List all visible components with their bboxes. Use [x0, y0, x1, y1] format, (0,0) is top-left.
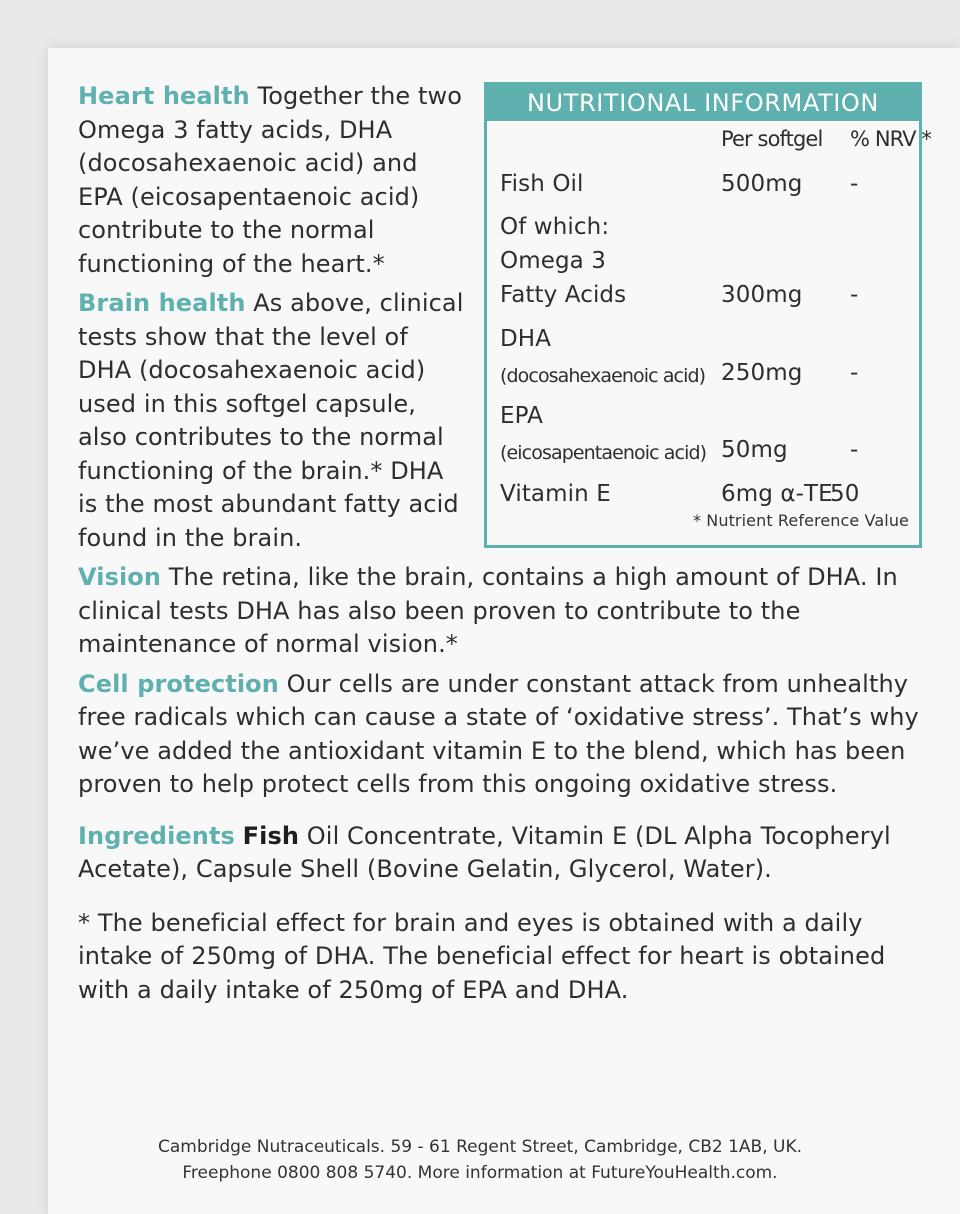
- col-per-softgel: Per softgel: [721, 127, 823, 151]
- address-line-2: Freephone 0800 808 5740. More information at FutureYouHealth.com.: [182, 1163, 778, 1183]
- nutrient-name: EPA: [500, 403, 543, 429]
- nutrient-name: (eicosapentaenoic acid): [500, 442, 707, 464]
- nutrient-name: Vitamin E: [500, 481, 611, 507]
- company-address: [0, 1134, 960, 1186]
- brain-health-heading: Brain health: [78, 289, 246, 317]
- nrv-footnote: * Nutrient Reference Value: [692, 510, 909, 530]
- cell-protection-text: Our cells are under constant attack from unhealthy free radicals which can cause a state of ‘oxidative stress’. That’s why we’ve added the antioxidant vitamin E to the blend, which has been proven to help protect cells from this ongoing oxidative stress.: [78, 669, 919, 798]
- address-line-1: Cambridge Nutraceuticals. 59 - 61 Regent Street, Cambridge, CB2 1AB, UK.: [157, 1137, 803, 1157]
- nutrient-nrv: -: [850, 437, 859, 463]
- ingredients-section: [78, 820, 928, 887]
- heart-health-heading: Heart health: [78, 82, 250, 110]
- vision-text: The retina, like the brain, contains a high amount of DHA. In clinical tests DHA has also been proven to contribute to the maintenance of normal vision.*: [78, 563, 898, 658]
- vision-heading: Vision: [78, 563, 162, 591]
- nutrient-name: Of which:: [500, 214, 610, 240]
- nutrient-nrv: 50: [830, 481, 860, 507]
- ingredients-text: Oil Concentrate, Vitamin E (DL Alpha Tocopheryl Acetate), Capsule Shell (Bovine Gelatin, Glycerol, Water).: [78, 821, 891, 883]
- brain-health-text: As above, clinical tests show that the level of DHA (docosahexaenoic acid) used in this softgel capsule, also contributes to the normal functioning of the brain.* DHA is the most abundant fatty acid found in the brain.: [78, 289, 464, 552]
- ingredients-heading: Ingredients: [78, 821, 235, 850]
- nutrient-nrv: -: [850, 171, 859, 197]
- cell-protection-heading: Cell protection: [78, 669, 279, 698]
- nutrient-nrv: -: [850, 360, 859, 386]
- nutritional-information-table: [484, 82, 932, 548]
- nutrient-value: 500mg: [721, 171, 803, 197]
- label-content: [78, 80, 932, 1007]
- vision-section: [78, 561, 928, 662]
- cell-protection-section: [78, 668, 928, 802]
- disclaimer: * The beneficial effect for brain and eyes is obtained with a daily intake of 250mg of DHA. The beneficial effect for heart is obtained with a daily intake of 250mg of EPA and DHA.: [78, 908, 886, 1004]
- nutrient-name: Fish Oil: [500, 171, 584, 197]
- heart-health-text: Together the two Omega 3 fatty acids, DHA (docosahexaenoic acid) and EPA (eicosapentaenoic acid) contribute to the normal functioning of the heart.*: [78, 82, 462, 278]
- nutrient-nrv: -: [850, 282, 859, 308]
- nutrition-title: NUTRITIONAL INFORMATION: [487, 85, 919, 121]
- nutrient-value: 250mg: [721, 360, 803, 386]
- nutrient-value: 50mg: [721, 437, 788, 463]
- nutrient-value: 6mg α-TE: [721, 481, 833, 507]
- col-nrv: % NRV *: [850, 127, 932, 151]
- nutrient-name: (docosahexaenoic acid): [500, 365, 706, 387]
- nutrient-name: DHA: [500, 326, 552, 352]
- nutrient-value: 300mg: [721, 282, 803, 308]
- allergen-fish: Fish: [242, 821, 300, 850]
- nutrient-name: Fatty Acids: [500, 282, 627, 308]
- nutrient-name: Omega 3: [500, 248, 606, 274]
